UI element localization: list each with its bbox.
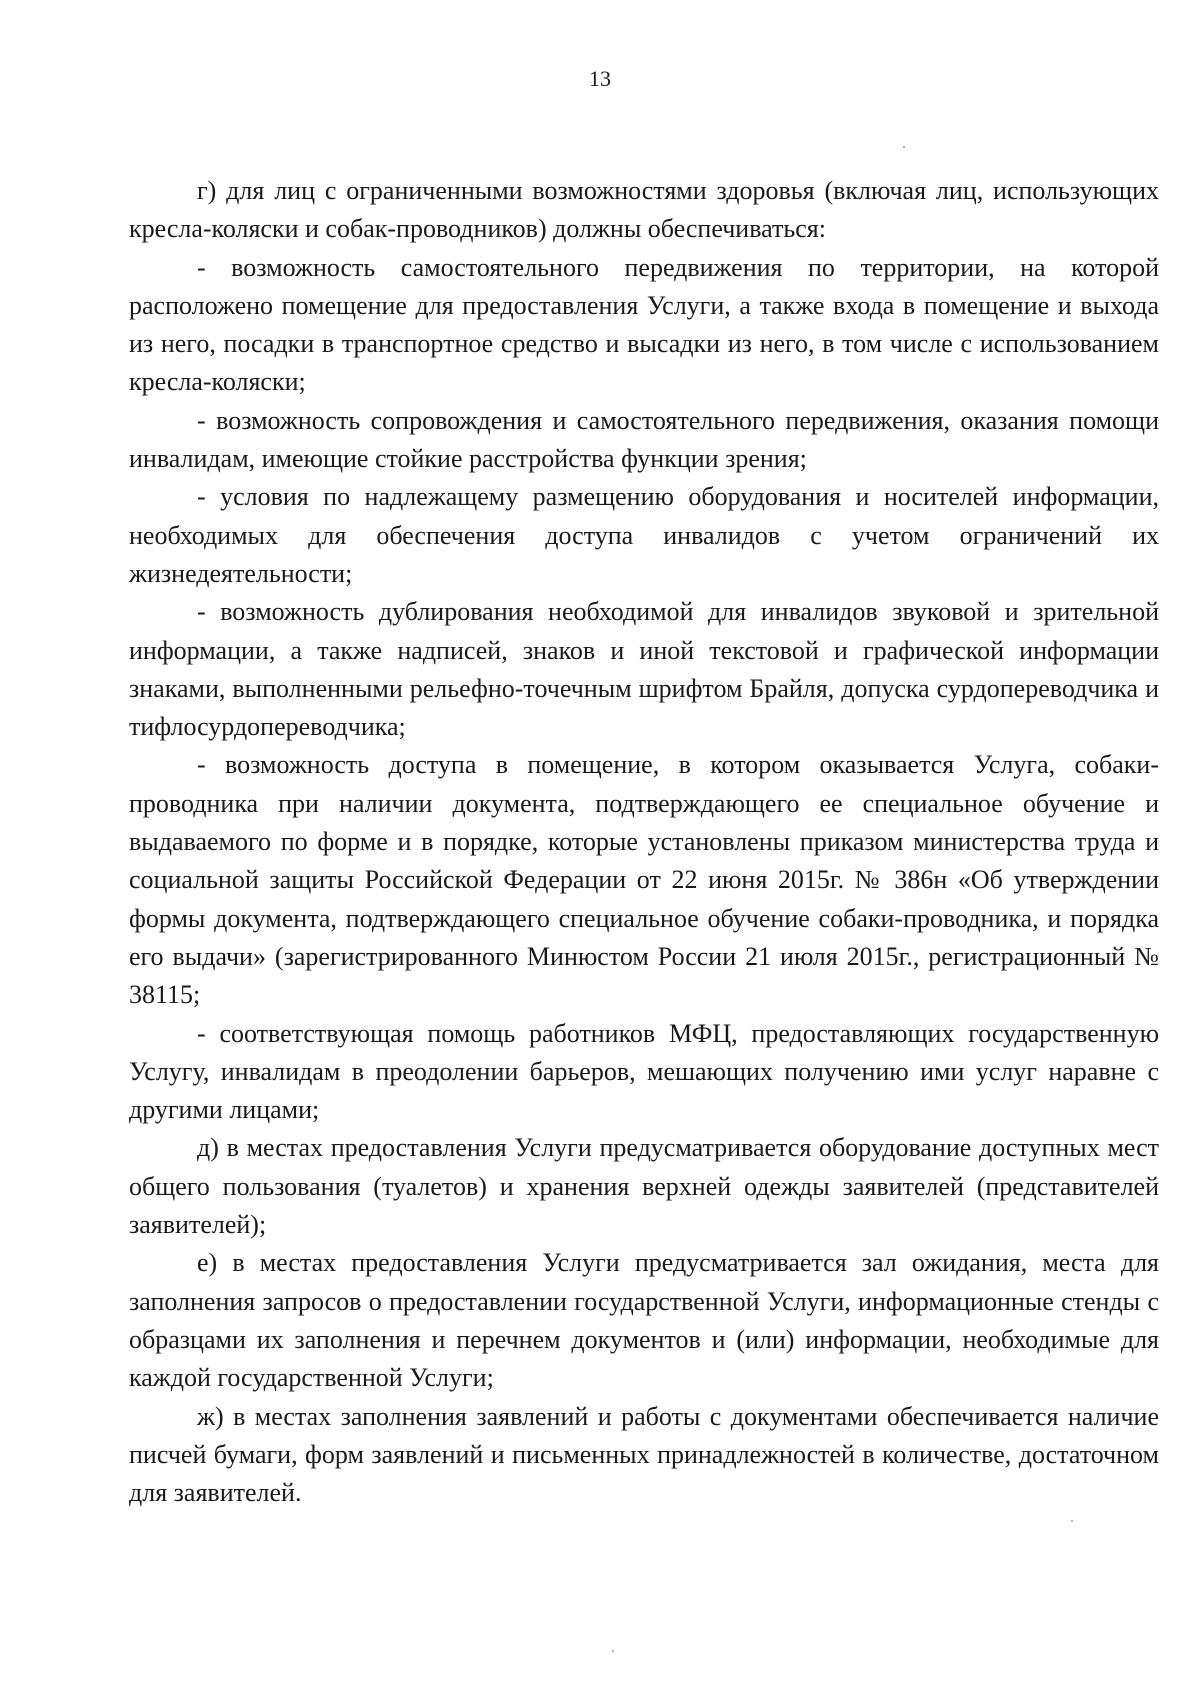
document-body: [129, 172, 1159, 1512]
paragraph-independent-movement: - возможность самостоятельного передвижения по территории, на которой расположено помещение для предоставления Услуги, а также входа в помещение и выхода из него, посадки в транспортное средство и высадки из него, в том числе с использованием кресла-коляски;: [129, 252, 1159, 397]
scan-speck: [612, 1650, 614, 1652]
paragraph-information-duplication: - возможность дублирования необходимой для инвалидов звуковой и зрительной информации, а также надписей, знаков и иной текстовой и графической информации знаками, выполненными рельефно-точечным шрифтом Брайля, допуска сурдопереводчика и тифлосурдопереводчика;: [129, 597, 1159, 742]
paragraph-e-waiting-hall: е) в местах предоставления Услуги предусматривается зал ожидания, места для заполнения запросов о предоставлении государственной Услуги, информационные стенды с образцами их заполнения и перечнем документов и (или) информации, необходимые для каждой государственной Услуги;: [129, 1248, 1159, 1393]
scan-speck: [1071, 1520, 1073, 1522]
paragraph-d-public-facilities: д) в местах предоставления Услуги предусматривается оборудование доступных мест общего пользования (туалетов) и хранения верхней одежды заявителей (представителей заявителей);: [129, 1133, 1159, 1240]
paragraph-guide-dog-access: - возможность доступа в помещение, в котором оказывается Услуга, собаки-проводника при наличии документа, подтверждающего ее специальное обучение и выдаваемого по форме и в порядке, которые установлены приказом министерства труда и социальной защиты Российской Федерации от 22 июня 2015г. № 386н «Об утверждении формы документа, подтверждающего специальное обучение собаки-проводника, и порядка его выдачи» (зарегистрированного Минюстом России 21 июля 2015г., регистрационный № 38115;: [129, 750, 1159, 1010]
page-number: 13: [589, 66, 611, 91]
paragraph-mfc-staff-assistance: - соответствующая помощь работников МФЦ, предоставляющих государственную Услугу, инвалидам в преодолении барьеров, мешающих получению ими услуг наравне с другими лицами;: [129, 1018, 1159, 1125]
paragraph-zh-writing-supplies: ж) в местах заполнения заявлений и работы с документами обеспечивается наличие писчей бумаги, форм заявлений и письменных принадлежностей в количестве, достаточном для заявителей.: [129, 1401, 1159, 1508]
scan-speck: [903, 146, 905, 148]
paragraph-g-accessibility-intro: г) для лиц с ограниченными возможностями здоровья (включая лиц, использующих кресла-коляски и собак-проводников) должны обеспечиваться:: [129, 176, 1159, 244]
paragraph-escort-assistance: - возможность сопровождения и самостоятельного передвижения, оказания помощи инвалидам, имеющие стойкие расстройства функции зрения;: [129, 405, 1159, 474]
paragraph-equipment-placement: - условия по надлежащему размещению оборудования и носителей информации, необходимых для обеспечения доступа инвалидов с учетом ограничений их жизнедеятельности;: [129, 482, 1159, 588]
